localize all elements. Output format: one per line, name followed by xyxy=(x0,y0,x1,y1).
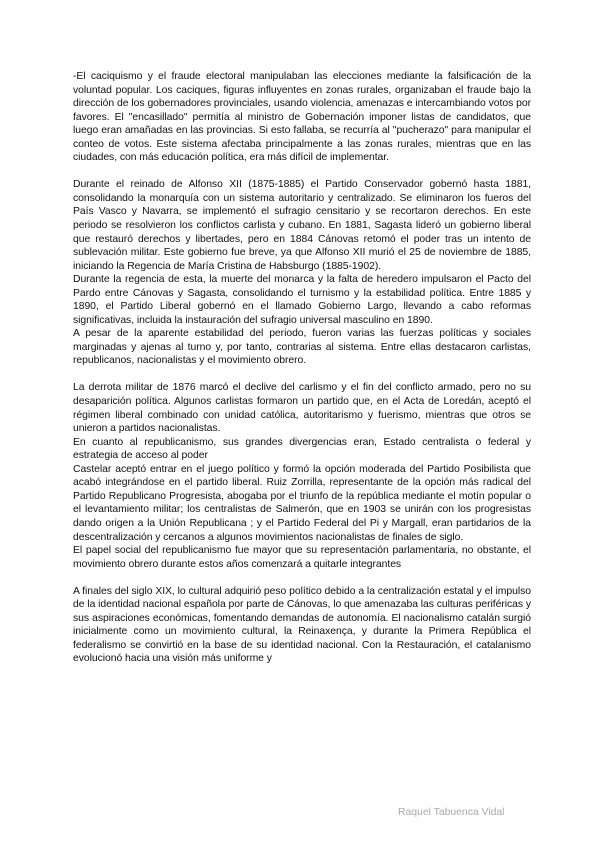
paragraph-regencia: Durante la regencia de esta, la muerte del monarca y la falta de heredero impulsaron el Pacto del Pardo entre Cánovas y Sagasta, consolidando el turnismo y la estabilidad política. Entre 1885 y 1890, el Partido Liberal gobernó en el llamado Gobierno Largo, llevando a cabo reformas significativas, incluida la instauración del sufragio universal masculino en 1890. xyxy=(73,274,531,326)
paragraph-republicanismo: En cuanto al republicanismo, sus grandes divergencias eran, Estado centralista o federal y estrategia de acceso al poder xyxy=(73,436,531,462)
footer-author: Raquel Tabuenca Vidal xyxy=(398,807,505,818)
paragraph-gap xyxy=(73,165,531,179)
paragraph-nacionalismo: A finales del siglo XIX, lo cultural adquirió peso político debido a la centralización estatal y el impulso de la identidad nacional española por parte de Cánovas, lo que amenazaba las culturas periféricas y sus aspiraciones económicas, fomentando demandas de autonomía. El nacionalismo catalán surgió inicialmente como un movimiento cultural, la Reinaxença, y durante la Primera República el federalismo se convirtió en la base de su identidad nacional. Con la Restauración, el catalanismo evolucionó hacia una visión más uniforme y xyxy=(73,585,531,665)
paragraph-alfonso-xii: Durante el reinado de Alfonso XII (1875-1885) el Partido Conservador gobernó hasta 1881, consolidando la monarquía con un sistema autoritario y centralizado. Se eliminaron los fueros del País Vasco y Navarra, se implementó el sufragio censitario y se recortaron derechos. En este periodo se resolvieron los conflictos carlista y cubano. En 1881, Sagasta lideró un gobierno liberal que restauró derechos y libertades, pero en 1884 Cánovas retomó el poder tras un intento de sublevación militar. Este gobierno fue breve, ya que Alfonso XII murió el 25 de noviembre de 1885, iniciando la Regencia de María Cristina de Habsburgo (1885-1902). xyxy=(73,179,531,272)
document-body xyxy=(73,70,531,666)
paragraph-fuerzas-marginadas: A pesar de la aparente estabilidad del periodo, fueron varias las fuerzas políticas y sociales marginadas y ajenas al turno y, por tanto, contrarias al sistema. Entre ellas destacaron carlistas, republicanos, nacionalistas y el movimiento obrero. xyxy=(73,328,531,367)
paragraph-caciquismo: -El caciquismo y el fraude electoral manipulaban las elecciones mediante la falsificación de la voluntad popular. Los caciques, figuras influyentes en zonas rurales, organizaban el fraude bajo la dirección de los gobernadores provinciales, usando violencia, amenazas e intercambiando votos por favores. El "encasillado" permitía al ministro de Gobernación imponer listas de candidatos, que luego eran amañadas en las provincias. Si esto fallaba, se recurría al "pucherazo" para manipular el conteo de votos. Este sistema afectaba principalmente a las zonas rurales, mientras que en las ciudades, con más educación política, era más difícil de implementar. xyxy=(73,71,531,164)
paragraph-carlismo: La derrota militar de 1876 marcó el declive del carlismo y el fin del conflicto armado, pero no su desaparición política. Algunos carlistas formaron un partido que, en el Acta de Loredán, aceptó el régimen liberal combinado con unidad católica, autoritarismo y fuerismo, mientras que otros se unieron a partidos nacionalistas. xyxy=(73,382,531,435)
paragraph-gap xyxy=(73,571,531,585)
paragraph-castelar: Castelar aceptó entrar en el juego político y formó la opción moderada del Partido Posibilista que acabó integrándose en el partido liberal. Ruiz Zorrilla, representante de la opción más radical del Partido Republicano Progresista, abogaba por el triunfo de la república mediante el motín popular o el levantamiento militar; los centralistas de Salmerón, que en 1903 se unirán con los progresistas dando origen a la Unión Republicana ; y el Partido Federal del Pi y Margall, eran partidarios de la descentralización y cercanos a algunos movimientos nacionalistas de finales de siglo. xyxy=(73,463,531,543)
paragraph-gap xyxy=(73,368,531,382)
paragraph-papel-social: El papel social del republicanismo fue mayor que su representación parlamentaria, no obstante, el movimiento obrero durante estos años comenzará a quitarle integrantes xyxy=(73,545,531,570)
